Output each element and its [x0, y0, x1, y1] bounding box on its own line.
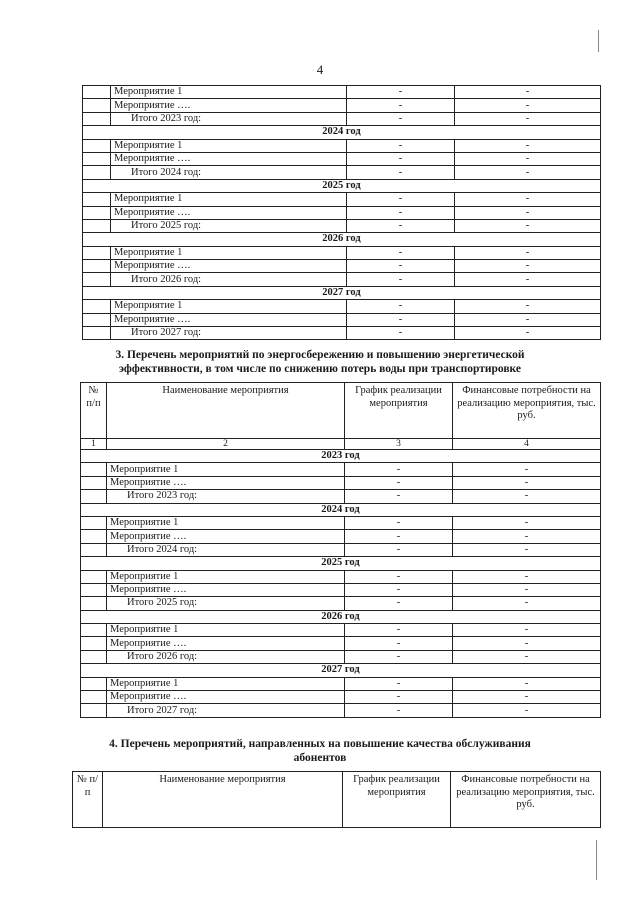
finance-value: - [455, 246, 601, 259]
finance-value: - [455, 206, 601, 219]
year-label: 2025 год [83, 179, 601, 192]
finance-value: - [453, 476, 601, 489]
schedule-value: - [345, 543, 453, 556]
column-number: 4 [453, 439, 601, 450]
schedule-value: - [345, 583, 453, 596]
event-name: Мероприятие …. [111, 99, 347, 112]
column-number: 1 [81, 439, 107, 450]
year-label: 2026 год [81, 610, 601, 623]
section3-heading [0, 348, 640, 376]
row-number-cell [81, 691, 107, 704]
year-row [81, 557, 601, 570]
schedule-value: - [347, 273, 455, 286]
event-name: Мероприятие …. [111, 313, 347, 326]
table-row [83, 206, 601, 219]
table-row [83, 99, 601, 112]
year-row [81, 503, 601, 516]
schedule-value: - [347, 99, 455, 112]
schedule-value: - [347, 206, 455, 219]
schedule-value: - [347, 86, 455, 99]
year-label: 2023 год [81, 450, 601, 463]
finance-value: - [453, 463, 601, 476]
row-number-cell [81, 476, 107, 489]
schedule-value: - [345, 516, 453, 529]
schedule-value: - [345, 570, 453, 583]
total-label: Итого 2026 год: [111, 273, 347, 286]
year-row [81, 610, 601, 623]
header-finance: Финансовые потребности на реализацию мероприятия, тыс. руб. [451, 772, 601, 828]
row-number-cell [81, 650, 107, 663]
scan-mark [596, 840, 597, 880]
schedule-value: - [347, 260, 455, 273]
finance-value: - [453, 691, 601, 704]
schedule-value: - [347, 219, 455, 232]
finance-value: - [453, 490, 601, 503]
year-row [81, 664, 601, 677]
table-row [81, 463, 601, 476]
total-label: Итого 2025 год: [111, 219, 347, 232]
row-number-cell [81, 543, 107, 556]
row-number-cell [81, 570, 107, 583]
section4-table [72, 771, 601, 828]
finance-value: - [453, 543, 601, 556]
total-row [81, 650, 601, 663]
schedule-value: - [345, 637, 453, 650]
total-row [81, 543, 601, 556]
year-label: 2027 год [81, 664, 601, 677]
schedule-value: - [345, 691, 453, 704]
finance-value: - [453, 583, 601, 596]
row-number-cell [81, 583, 107, 596]
total-label: Итого 2027 год: [111, 327, 347, 340]
finance-value: - [453, 704, 601, 717]
event-name: Мероприятие 1 [107, 516, 345, 529]
table-row [81, 476, 601, 489]
table-row [83, 193, 601, 206]
year-row [83, 286, 601, 299]
event-name: Мероприятие 1 [107, 677, 345, 690]
event-name: Мероприятие …. [107, 530, 345, 543]
total-row [83, 327, 601, 340]
event-name: Мероприятие 1 [111, 300, 347, 313]
row-number-cell [83, 152, 111, 165]
finance-value: - [453, 624, 601, 637]
scan-mark [598, 30, 599, 52]
schedule-value: - [347, 193, 455, 206]
event-name: Мероприятие 1 [111, 139, 347, 152]
header-number: № п/п [81, 383, 107, 439]
year-label: 2026 год [83, 233, 601, 246]
row-number-cell [81, 677, 107, 690]
schedule-value: - [347, 112, 455, 125]
table-row [81, 530, 601, 543]
event-name: Мероприятие 1 [111, 193, 347, 206]
row-number-cell [83, 139, 111, 152]
event-name: Мероприятие …. [107, 476, 345, 489]
table-row [83, 86, 601, 99]
finance-value: - [455, 99, 601, 112]
event-name: Мероприятие …. [111, 260, 347, 273]
header-number: № п/п [73, 772, 103, 828]
table-row [81, 583, 601, 596]
finance-value: - [453, 530, 601, 543]
row-number-cell [81, 490, 107, 503]
row-number-cell [83, 300, 111, 313]
finance-value: - [455, 327, 601, 340]
year-label: 2024 год [83, 126, 601, 139]
row-number-cell [81, 597, 107, 610]
row-number-cell [83, 112, 111, 125]
top-events-table [82, 85, 601, 340]
table-row [81, 677, 601, 690]
finance-value: - [453, 597, 601, 610]
section3-table [80, 382, 601, 718]
event-name: Мероприятие 1 [107, 463, 345, 476]
table-row [83, 246, 601, 259]
finance-value: - [455, 313, 601, 326]
section4-heading-line2: абонентов [293, 752, 347, 764]
finance-value: - [455, 260, 601, 273]
row-number-cell [81, 463, 107, 476]
total-label: Итого 2024 год: [111, 166, 347, 179]
finance-value: - [455, 273, 601, 286]
table-row [83, 139, 601, 152]
finance-value: - [455, 139, 601, 152]
table-row [83, 300, 601, 313]
total-label: Итого 2023 год: [107, 490, 345, 503]
row-number-cell [81, 516, 107, 529]
event-name: Мероприятие 1 [111, 86, 347, 99]
schedule-value: - [347, 166, 455, 179]
total-row [83, 219, 601, 232]
total-row [81, 704, 601, 717]
event-name: Мероприятие …. [111, 206, 347, 219]
finance-value: - [453, 677, 601, 690]
finance-value: - [453, 570, 601, 583]
row-number-cell [83, 246, 111, 259]
total-label: Итого 2026 год: [107, 650, 345, 663]
schedule-value: - [347, 152, 455, 165]
header-schedule: График реализации мероприятия [345, 383, 453, 439]
row-number-cell [83, 219, 111, 232]
row-number-cell [83, 327, 111, 340]
column-number: 3 [345, 439, 453, 450]
table-row [81, 570, 601, 583]
page-number: 4 [316, 62, 324, 77]
row-number-cell [83, 313, 111, 326]
table-row [83, 313, 601, 326]
table-row [81, 624, 601, 637]
schedule-value: - [345, 650, 453, 663]
row-number-cell [83, 260, 111, 273]
schedule-value: - [345, 624, 453, 637]
schedule-value: - [347, 313, 455, 326]
total-row [83, 166, 601, 179]
row-number-cell [83, 86, 111, 99]
section3-heading-line2: эффективности, в том числе по снижению потерь воды при транспортировке [119, 363, 521, 375]
event-name: Мероприятие …. [107, 637, 345, 650]
event-name: Мероприятие …. [111, 152, 347, 165]
total-label: Итого 2023 год: [111, 112, 347, 125]
total-row [83, 112, 601, 125]
table-row [81, 516, 601, 529]
event-name: Мероприятие …. [107, 583, 345, 596]
year-label: 2025 год [81, 557, 601, 570]
finance-value: - [453, 650, 601, 663]
header-finance: Финансовые потребности на реализацию мероприятия, тыс. руб. [453, 383, 601, 439]
total-row [81, 490, 601, 503]
row-number-cell [81, 530, 107, 543]
row-number-cell [81, 624, 107, 637]
finance-value: - [455, 152, 601, 165]
row-number-cell [83, 99, 111, 112]
event-name: Мероприятие 1 [111, 246, 347, 259]
schedule-value: - [345, 490, 453, 503]
total-label: Итого 2024 год: [107, 543, 345, 556]
finance-value: - [455, 193, 601, 206]
schedule-value: - [345, 677, 453, 690]
header-schedule: График реализации мероприятия [343, 772, 451, 828]
section4-heading-line1: 4. Перечень мероприятий, направленных на повышение качества обслуживания [109, 738, 531, 750]
schedule-value: - [347, 139, 455, 152]
year-label: 2027 год [83, 286, 601, 299]
schedule-value: - [345, 476, 453, 489]
year-row [83, 126, 601, 139]
year-row [83, 233, 601, 246]
year-label: 2024 год [81, 503, 601, 516]
table-row [83, 152, 601, 165]
table-row [81, 691, 601, 704]
finance-value: - [455, 86, 601, 99]
row-number-cell [81, 637, 107, 650]
header-name: Наименование мероприятия [107, 383, 345, 439]
total-label: Итого 2025 год: [107, 597, 345, 610]
schedule-value: - [345, 463, 453, 476]
column-number: 2 [107, 439, 345, 450]
event-name: Мероприятие 1 [107, 570, 345, 583]
row-number-cell [83, 206, 111, 219]
section3-heading-line1: 3. Перечень мероприятий по энергосбережению и повышению энергетической [115, 349, 525, 361]
schedule-value: - [345, 530, 453, 543]
event-name: Мероприятие …. [107, 691, 345, 704]
schedule-value: - [345, 704, 453, 717]
schedule-value: - [345, 597, 453, 610]
event-name: Мероприятие 1 [107, 624, 345, 637]
finance-value: - [455, 112, 601, 125]
finance-value: - [453, 516, 601, 529]
finance-value: - [455, 300, 601, 313]
header-name: Наименование мероприятия [103, 772, 343, 828]
schedule-value: - [347, 246, 455, 259]
finance-value: - [455, 219, 601, 232]
table-row [81, 637, 601, 650]
total-row [81, 597, 601, 610]
schedule-value: - [347, 300, 455, 313]
year-row [81, 450, 601, 463]
table-row [83, 260, 601, 273]
row-number-cell [83, 273, 111, 286]
row-number-cell [83, 166, 111, 179]
finance-value: - [453, 637, 601, 650]
total-label: Итого 2027 год: [107, 704, 345, 717]
total-row [83, 273, 601, 286]
finance-value: - [455, 166, 601, 179]
schedule-value: - [347, 327, 455, 340]
year-row [83, 179, 601, 192]
row-number-cell [81, 704, 107, 717]
row-number-cell [83, 193, 111, 206]
section4-heading [0, 737, 640, 765]
